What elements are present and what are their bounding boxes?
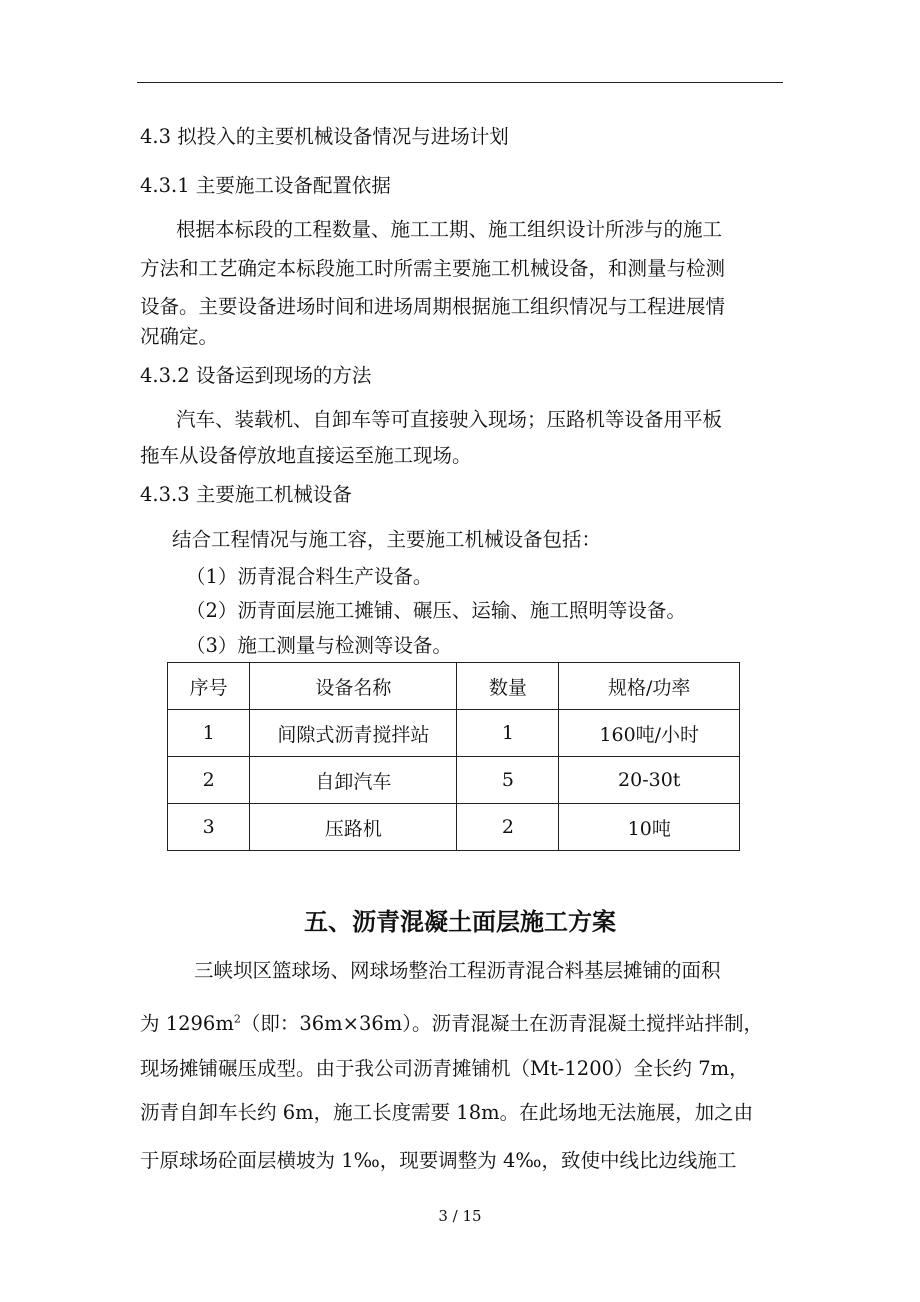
table-header-cell: 规格/功率: [559, 663, 740, 710]
para-line: 方法和工艺确定本标段施工时所需主要施工机械设备，和测量与检测: [140, 257, 726, 280]
equipment-table: [167, 662, 740, 851]
table-header-row: [168, 663, 740, 710]
heading-4-3-1: 4.3.1 主要施工设备配置依据: [140, 174, 391, 197]
table-row: [168, 710, 740, 757]
para-line: 拖车从设备停放地直接运至施工现场。: [140, 444, 472, 467]
table-cell: 1: [168, 710, 250, 757]
table-cell: 5: [457, 757, 559, 804]
table-row: [168, 757, 740, 804]
para-line: 沥青自卸车长约 6m，施工长度需要 18m。在此场地无法施展，加之由: [140, 1101, 754, 1124]
para-line: 况确定。: [140, 325, 219, 348]
table-cell: 160吨/小时: [559, 710, 740, 757]
intro-text: 结合工程情况与施工容，主要施工机械设备包括：: [172, 528, 602, 551]
para-text: 为 1296m: [140, 1012, 234, 1035]
superscript: 2: [233, 1012, 241, 1026]
list-item: （1）沥青混合料生产设备。: [186, 565, 433, 588]
para-line: 汽车、装载机、自卸车等可直接驶入现场；压路机等设备用平板: [176, 408, 723, 431]
table-cell: 压路机: [250, 804, 457, 851]
para-line: 现场摊铺碾压成型。由于我公司沥青摊铺机（Mt-1200）全长约 7m，: [140, 1057, 749, 1080]
para-line: 根据本标段的工程数量、施工工期、施工组织设计所涉与的施工: [176, 218, 723, 241]
section-title: 五、沥青混凝土面层施工方案: [304, 908, 616, 936]
table-row: [168, 804, 740, 851]
table-cell: 2: [168, 757, 250, 804]
heading-4-3-3: 4.3.3 主要施工机械设备: [140, 483, 352, 506]
table-cell: 10吨: [559, 804, 740, 851]
para-line: 三峡坝区篮球场、网球场整治工程沥青混合料基层摊铺的面积: [194, 959, 721, 982]
heading-4-3-2: 4.3.2 设备运到现场的方法: [140, 364, 372, 387]
table-cell: 3: [168, 804, 250, 851]
page-number: 3 / 15: [438, 1207, 482, 1225]
table-header-cell: 设备名称: [250, 663, 457, 710]
para-line: 于原球场砼面层横坡为 1‰，现要调整为 4‰，致使中线比边线施工: [140, 1149, 737, 1172]
table-cell: 间隙式沥青搅拌站: [250, 710, 457, 757]
list-item: （2）沥青面层施工摊铺、碾压、运输、施工照明等设备。: [186, 599, 686, 622]
table-cell: 1: [457, 710, 559, 757]
para-line: [140, 1010, 763, 1038]
table-cell: 2: [457, 804, 559, 851]
para-text: （即：36m×36m）。沥青混凝土在沥青混凝土搅拌站拌制，: [240, 1012, 764, 1035]
header-rule: [137, 82, 783, 83]
table-cell: 20-30t: [559, 757, 740, 804]
list-item: （3）施工测量与检测等设备。: [186, 634, 452, 657]
table-header-cell: 数量: [457, 663, 559, 710]
heading-4-3: 4.3 拟投入的主要机械设备情况与进场计划: [140, 125, 509, 148]
table-cell: 自卸汽车: [250, 757, 457, 804]
para-line: 设备。主要设备进场时间和进场周期根据施工组织情况与工程进展情: [140, 295, 726, 318]
table-header-cell: 序号: [168, 663, 250, 710]
